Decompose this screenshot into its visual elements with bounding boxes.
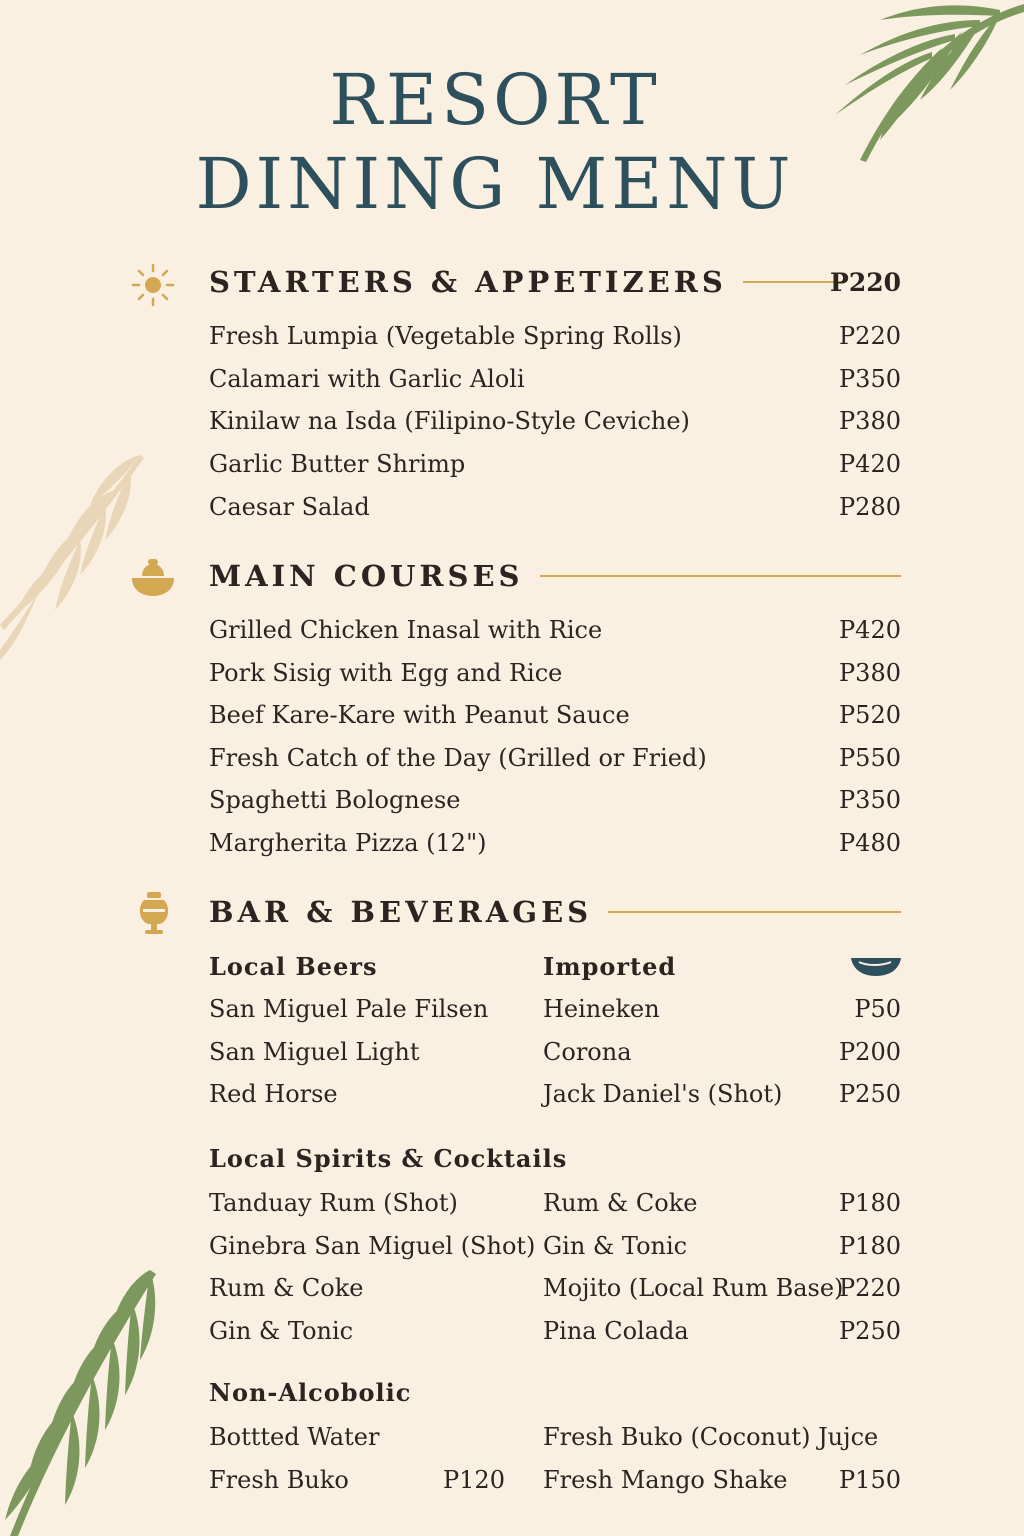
item-price: P420 (839, 450, 901, 478)
menu-item (209, 401, 901, 441)
bar-title: BAR & BEVERAGES (209, 895, 593, 929)
drink-name: Bottted Water (209, 1423, 380, 1451)
menu-item (209, 653, 901, 693)
spirits-row (209, 1183, 901, 1223)
beer-row (209, 989, 901, 1029)
cocktail-name: Mojito (Local Rum Base) (543, 1274, 844, 1302)
item-name: Pork Sisig with Egg and Rice (209, 659, 563, 687)
item-price: P220 (839, 1274, 901, 1302)
mains-header (209, 556, 901, 596)
imported-beer-name: Jack Daniel's (Shot) (543, 1080, 783, 1108)
item-price: P420 (839, 616, 901, 644)
local-beer-name: San Miguel Light (209, 1038, 420, 1066)
palm-leaf-bottom-left (0, 1240, 170, 1536)
mains-title: MAIN COURSES (209, 559, 524, 593)
item-price: P280 (839, 493, 901, 521)
item-name: Fresh Catch of the Day (Grilled or Fried) (209, 744, 707, 772)
title-line-2: DINING MENU (195, 143, 795, 225)
spirits-row (209, 1226, 901, 1266)
item-price: P380 (839, 659, 901, 687)
mains-rule (540, 575, 902, 577)
spirits-row (209, 1268, 901, 1308)
drink-name: Fresh Buko (Coconut) Jujce (543, 1423, 879, 1451)
imported-beer-name: Heineken (543, 995, 660, 1023)
drink-name: Fresh Buko (209, 1466, 349, 1494)
item-name: Fresh Lumpia (Vegetable Spring Rolls) (209, 322, 682, 350)
item-price: P200 (839, 1038, 901, 1066)
item-price: P520 (839, 701, 901, 729)
item-price: P250 (839, 1080, 901, 1108)
item-name: Calamari with Garlic Aloli (209, 365, 525, 393)
starters-header (209, 262, 901, 302)
item-name: Beef Kare-Kare with Peanut Sauce (209, 701, 630, 729)
sun-icon (128, 260, 178, 310)
item-price: P150 (839, 1466, 901, 1494)
non-alcoholic-row (209, 1460, 901, 1500)
drink-price: P120 (443, 1466, 505, 1494)
bowl-icon (851, 956, 901, 978)
menu-item (209, 695, 901, 735)
spirits-label: Local Spirits & Cocktails (209, 1144, 568, 1173)
item-name: Grilled Chicken Inasal with Rice (209, 616, 603, 644)
cocktail-name: Rum & Coke (543, 1189, 698, 1217)
local-beers-label: Local Beers (209, 952, 378, 981)
item-name: Garlic Butter Shrimp (209, 450, 466, 478)
bar-rule (608, 911, 901, 913)
menu-item (209, 316, 901, 356)
item-price: P350 (839, 786, 901, 814)
menu-item (209, 738, 901, 778)
item-price: P550 (839, 744, 901, 772)
cocktail-name: Pina Colada (543, 1317, 689, 1345)
item-name: Caesar Salad (209, 493, 370, 521)
starters-title: STARTERS & APPETIZERS (209, 265, 727, 299)
drink-name: Fresh Mango Shake (543, 1466, 788, 1494)
bar-header (209, 892, 901, 932)
item-price: P380 (839, 407, 901, 435)
spirit-name: Tanduay Rum (Shot) (209, 1189, 458, 1217)
local-beer-name: Red Horse (209, 1080, 338, 1108)
item-price: P350 (839, 365, 901, 393)
rice-bowl-icon (130, 556, 176, 600)
menu-item (209, 780, 901, 820)
spirit-name: Gin & Tonic (209, 1317, 354, 1345)
menu-item (209, 487, 901, 527)
item-price: P50 (854, 995, 901, 1023)
item-name: Kinilaw na Isda (Filipino-Style Ceviche) (209, 407, 690, 435)
menu-title (0, 58, 990, 226)
imported-beer-name: Corona (543, 1038, 632, 1066)
item-price: P220 (839, 322, 901, 350)
starters-header-price: P220 (830, 267, 901, 297)
palm-leaf-left-faded (0, 450, 150, 670)
non-alcoholic-label: Non-Alcobolic (209, 1378, 412, 1407)
beer-row (209, 1032, 901, 1072)
item-price: P480 (839, 829, 901, 857)
menu-item (209, 444, 901, 484)
local-beer-name: San Miguel Pale Filsen (209, 995, 489, 1023)
spirit-name: Rum & Coke (209, 1274, 364, 1302)
cocktail-name: Gin & Tonic (543, 1232, 688, 1260)
item-price: P180 (839, 1232, 901, 1260)
menu-item (209, 610, 901, 650)
imported-label: Imported (543, 952, 677, 981)
non-alcoholic-row (209, 1417, 901, 1457)
spirit-name: Ginebra San Miguel (Shot) (209, 1232, 536, 1260)
item-price: P180 (839, 1189, 901, 1217)
item-name: Spaghetti Bolognese (209, 786, 461, 814)
menu-item (209, 359, 901, 399)
item-price: P250 (839, 1317, 901, 1345)
spirits-row (209, 1311, 901, 1351)
title-line-1: RESORT (329, 59, 661, 141)
item-name: Margherita Pizza (12") (209, 829, 487, 857)
beer-row (209, 1074, 901, 1114)
menu-item (209, 823, 901, 863)
urn-icon (136, 890, 172, 938)
starters-rule (743, 281, 843, 283)
